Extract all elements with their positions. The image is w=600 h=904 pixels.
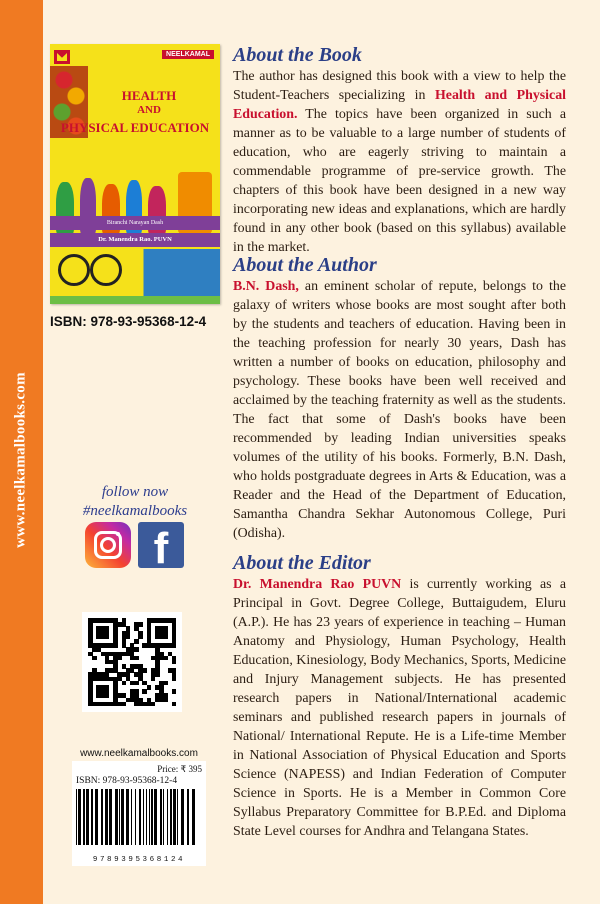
barcode-digits: 9789395368124 [92, 856, 186, 864]
price-label: Price: ₹ 395 [157, 764, 202, 774]
spine-strip [0, 0, 43, 904]
follow-now-text: follow now [101, 484, 169, 500]
about-editor-heading: About the Editor [233, 552, 371, 574]
subject-highlight: Health and Physical Education. [233, 88, 566, 122]
cover-publisher: NEELKAMAL [162, 50, 214, 59]
about-book-heading: About the Book [233, 44, 362, 66]
cover-author1: Biranchi Narayan Dash [50, 216, 220, 230]
bicycle-wheel-icon [90, 254, 122, 286]
cover-author2: Dr. Manendra Rao. PUVN [50, 233, 220, 247]
author-name: B.N. Dash, [233, 279, 299, 294]
publisher-logo-icon [54, 50, 70, 64]
about-author-heading: About the Author [233, 254, 377, 276]
isbn-label: ISBN: 978-93-95368-12-4 [50, 314, 207, 329]
about-book-text: The author has designed this book with a view to help the Student-Teachers specializing in Health and Physical Education. The topics have been organized in such a manner as to be valuable to a large number of students of education, who are eagerly striving to maintain a commendable programme of pre-service growth. The chapters of this book have been designed in a new way incorporating new ideas and explanations, which are hardly found in any other book (based on this syllabus) available in the market. [233, 69, 566, 255]
about-editor-text: Dr. Manendra Rao PUVN is currently working as a Principal in Govt. Degree College, Buttaigudem, Eluru (A.P.). He has 23 years of experience in teaching – Human Anatomy and Physiology, Human Psychology, Health Education, Kinesiology, Body Mechanics, Sports, Medicine and Injury Management subjects. He has presented research papers in National/International academic seminars and published research papers in journals of National/ International Repute. He is a Life-time Member in National Association of Physical Education and Sports Science (NAPESS) and Indian Federation of Computer Science in Sports. He is a Member in Common Core Syllabus Preparatory Committee for B.P.Ed. and Diploma State Level courses for Andhra and Telangana States. [233, 577, 566, 839]
about-editor-section [233, 551, 566, 841]
editor-name: Dr. Manendra Rao PUVN [233, 577, 402, 592]
cover-title-line2: AND [137, 104, 161, 116]
spine-url: www.neelkamalbooks.com [12, 372, 29, 548]
about-author-section [233, 253, 566, 543]
barcode-url: www.neelkamalbooks.com [80, 748, 198, 759]
about-author-text: B.N. Dash, an eminent scholar of repute, belongs to the galaxy of writers whose books are most sought after both by the students and teachers of education. Having been in the teaching profession for nearly 30 years, Dash has written a number of books on education, philosophy and psychology. These books have been well received and acclaimed by the teaching fraternity as well as the students. The fact that some of Dash's books have been recommended by leading Indian universities speaks volumes of the utility of his books. Formerly, B.N. Dash, who holds postgraduate degrees in Arts & Education, was a Reader and the Head of the Department of Education, Samantha Chandra Sekhar Autonomous College, Puri (Odisha). [233, 279, 566, 541]
facebook-icon[interactable]: f [138, 522, 184, 568]
cover-bottom-band [50, 296, 220, 304]
barcode-isbn: ISBN: 978-93-95368-12-4 [76, 776, 178, 786]
about-book-section [233, 43, 566, 257]
book-cover-thumbnail [50, 44, 220, 304]
bicycle-wheel-icon [58, 254, 90, 286]
qr-code[interactable] [82, 612, 182, 712]
cover-title-line1: HEALTH [121, 88, 177, 103]
barcode-block [66, 748, 212, 866]
barcode-bars [76, 789, 202, 852]
instagram-icon[interactable] [85, 522, 131, 568]
hashtag-text: #neelkamalbooks [82, 503, 188, 519]
cover-title-line3: PHYSICAL EDUCATION [60, 120, 210, 135]
